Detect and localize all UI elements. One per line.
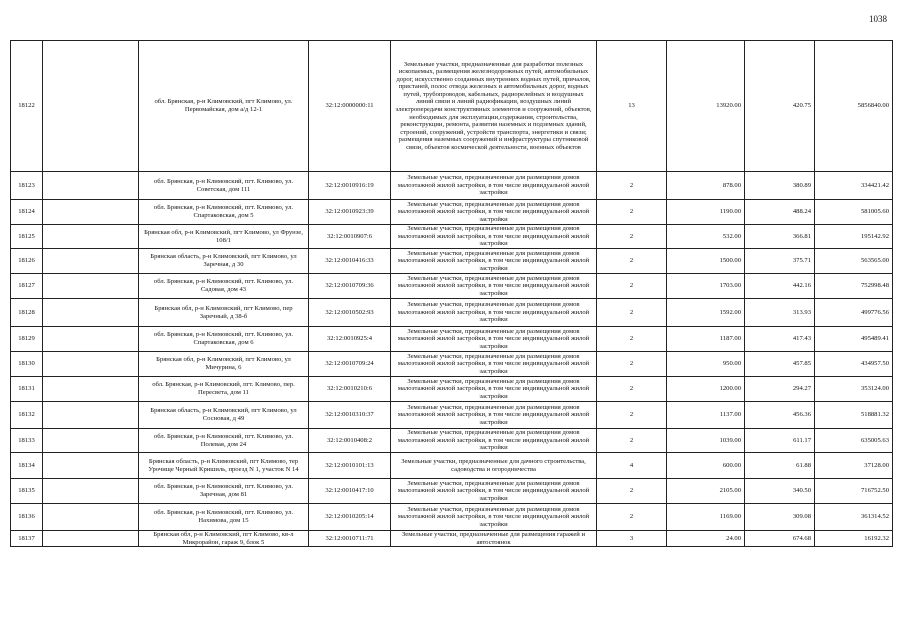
area-cell: 1169.00 <box>667 504 745 531</box>
specific-value-cell: 366.81 <box>745 225 815 249</box>
specific-value-cell: 294.27 <box>745 377 815 402</box>
table-row <box>11 377 893 402</box>
table-row <box>11 352 893 377</box>
area-cell: 878.00 <box>667 172 745 200</box>
cadastral-number-cell: 32:12:0010416:33 <box>309 249 391 274</box>
record-id: 18130 <box>11 352 43 377</box>
land-use-cell: Земельные участки, предназначенные для размещения домов малоэтажной жилой застройки, в том числе индивидуальной жилой застройки <box>391 352 597 377</box>
table-row <box>11 453 893 479</box>
cadastral-value-cell: 353124.00 <box>815 377 893 402</box>
land-use-cell: Земельные участки, предназначенные для размещения домов малоэтажной жилой застройки, в том числе индивидуальной жилой застройки <box>391 504 597 531</box>
record-id: 18124 <box>11 200 43 225</box>
cadastral-number-cell: 32:12:0010923:39 <box>309 200 391 225</box>
empty-cell <box>43 249 139 274</box>
specific-value-cell: 380.89 <box>745 172 815 200</box>
table-row <box>11 479 893 504</box>
cadastral-number-cell: 32:12:0010709:24 <box>309 352 391 377</box>
specific-value-cell: 674.68 <box>745 531 815 547</box>
specific-value-cell: 457.85 <box>745 352 815 377</box>
cadastral-value-cell: 5856840.00 <box>815 41 893 172</box>
cadastral-number-cell: 32:12:0000000:11 <box>309 41 391 172</box>
address-cell: обл. Брянская, р-н Климовский, пгт. Климово, ул. Садовая, дом 43 <box>139 274 309 299</box>
specific-value-cell: 375.71 <box>745 249 815 274</box>
empty-cell <box>43 352 139 377</box>
empty-cell <box>43 531 139 547</box>
category-cell: 2 <box>597 504 667 531</box>
cadastral-value-cell: 434957.50 <box>815 352 893 377</box>
empty-cell <box>43 504 139 531</box>
category-cell: 2 <box>597 200 667 225</box>
category-cell: 2 <box>597 274 667 299</box>
address-cell: Брянская область, р-н Климовский, пгт Климово, тер Урочище Черный Кришиль, проезд N 1, участок N 14 <box>139 453 309 479</box>
address-cell: Брянская обл, р-н Климовский, пгт Климово, ул Мичурина, 6 <box>139 352 309 377</box>
area-cell: 1190.00 <box>667 200 745 225</box>
cadastral-value-cell: 581005.60 <box>815 200 893 225</box>
record-id: 18137 <box>11 531 43 547</box>
empty-cell <box>43 429 139 453</box>
cadastral-value-cell: 752998.48 <box>815 274 893 299</box>
cadastral-value-cell: 518881.32 <box>815 402 893 429</box>
land-use-cell: Земельные участки, предназначенные для размещения домов малоэтажной жилой застройки, в том числе индивидуальной жилой застройки <box>391 429 597 453</box>
cadastral-value-cell: 635005.63 <box>815 429 893 453</box>
land-use-cell: Земельные участки, предназначенные для размещения домов малоэтажной жилой застройки, в том числе индивидуальной жилой застройки <box>391 172 597 200</box>
land-use-cell: Земельные участки, предназначенные для размещения домов малоэтажной жилой застройки, в том числе индивидуальной жилой застройки <box>391 225 597 249</box>
area-cell: 24.00 <box>667 531 745 547</box>
category-cell: 4 <box>597 453 667 479</box>
area-cell: 2105.00 <box>667 479 745 504</box>
specific-value-cell: 488.24 <box>745 200 815 225</box>
address-cell: Брянская область, р-н Климовский, пгт Климово, ул Заречная, д 30 <box>139 249 309 274</box>
specific-value-cell: 309.08 <box>745 504 815 531</box>
empty-cell <box>43 274 139 299</box>
empty-cell <box>43 172 139 200</box>
category-cell: 2 <box>597 402 667 429</box>
record-id: 18134 <box>11 453 43 479</box>
cadastral-value-cell: 716752.50 <box>815 479 893 504</box>
cadastral-number-cell: 32:12:0010310:37 <box>309 402 391 429</box>
table-row <box>11 327 893 352</box>
table-row <box>11 531 893 547</box>
specific-value-cell: 417.43 <box>745 327 815 352</box>
cadastral-number-cell: 32:12:0010916:19 <box>309 172 391 200</box>
address-cell: обл. Брянская, р-н Климовский, пгт. Климово, ул. Советская, дом 111 <box>139 172 309 200</box>
specific-value-cell: 456.36 <box>745 402 815 429</box>
empty-cell <box>43 479 139 504</box>
cadastral-number-cell: 32:12:0010408:2 <box>309 429 391 453</box>
cadastral-value-cell: 334421.42 <box>815 172 893 200</box>
address-cell: Брянская область, р-н Климовский, пгт Климово, ул Сосновая, д 49 <box>139 402 309 429</box>
record-id: 18129 <box>11 327 43 352</box>
land-use-cell: Земельные участки, предназначенные для размещения домов малоэтажной жилой застройки, в том числе индивидуальной жилой застройки <box>391 479 597 504</box>
area-cell: 532.00 <box>667 225 745 249</box>
address-cell: обл. Брянская, р-н Климовский, пгт. Климово, пер. Пересвета, дом 11 <box>139 377 309 402</box>
category-cell: 2 <box>597 249 667 274</box>
table-row <box>11 274 893 299</box>
cadastral-number-cell: 32:12:0010925:4 <box>309 327 391 352</box>
land-registry-table <box>10 40 893 547</box>
area-cell: 1187.00 <box>667 327 745 352</box>
address-cell: обл. Брянская, р-н Климовский, пгт Климово, ул. Первомайская, дом а/д 12-1 <box>139 41 309 172</box>
area-cell: 13920.00 <box>667 41 745 172</box>
table-row <box>11 41 893 172</box>
specific-value-cell: 611.17 <box>745 429 815 453</box>
record-id: 18135 <box>11 479 43 504</box>
cadastral-value-cell: 37128.00 <box>815 453 893 479</box>
address-cell: обл. Брянская, р-н Климовский, пгт. Климово, ул. Спартаковская, дом 5 <box>139 200 309 225</box>
area-cell: 950.00 <box>667 352 745 377</box>
address-cell: обл. Брянская, р-н Климовский, пгт. Климово, ул. Нахимова, дом 15 <box>139 504 309 531</box>
land-use-cell: Земельные участки, предназначенные для размещения домов малоэтажной жилой застройки, в том числе индивидуальной жилой застройки <box>391 327 597 352</box>
cadastral-number-cell: 32:12:0010711:71 <box>309 531 391 547</box>
cadastral-number-cell: 32:12:0010709:36 <box>309 274 391 299</box>
area-cell: 1039.00 <box>667 429 745 453</box>
cadastral-value-cell: 499776.56 <box>815 299 893 327</box>
cadastral-number-cell: 32:12:0010210:6 <box>309 377 391 402</box>
area-cell: 600.00 <box>667 453 745 479</box>
record-id: 18123 <box>11 172 43 200</box>
category-cell: 2 <box>597 172 667 200</box>
empty-cell <box>43 327 139 352</box>
address-cell: обл. Брянская, р-н Климовский, пгт. Климово, ул. Полевая, дом 24 <box>139 429 309 453</box>
category-cell: 13 <box>597 41 667 172</box>
category-cell: 2 <box>597 429 667 453</box>
page-number: 1038 <box>869 14 887 24</box>
empty-cell <box>43 402 139 429</box>
land-use-cell: Земельные участки, предназначенные для размещения домов малоэтажной жилой застройки, в том числе индивидуальной жилой застройки <box>391 200 597 225</box>
table-row <box>11 504 893 531</box>
land-use-cell: Земельные участки, предназначенные для размещения гаражей и автостоянок <box>391 531 597 547</box>
specific-value-cell: 420.75 <box>745 41 815 172</box>
record-id: 18132 <box>11 402 43 429</box>
area-cell: 1592.00 <box>667 299 745 327</box>
empty-cell <box>43 41 139 172</box>
land-use-cell: Земельные участки, предназначенные для размещения домов малоэтажной жилой застройки, в том числе индивидуальной жилой застройки <box>391 249 597 274</box>
specific-value-cell: 313.93 <box>745 299 815 327</box>
land-use-cell: Земельные участки, предназначенные для размещения домов малоэтажной жилой застройки, в том числе индивидуальной жилой застройки <box>391 274 597 299</box>
cadastral-value-cell: 495489.41 <box>815 327 893 352</box>
cadastral-value-cell: 195142.92 <box>815 225 893 249</box>
specific-value-cell: 61.88 <box>745 453 815 479</box>
address-cell: обл. Брянская, р-н Климовский, пгт. Климово, ул. Спартаковская, дом 6 <box>139 327 309 352</box>
cadastral-value-cell: 563565.00 <box>815 249 893 274</box>
category-cell: 2 <box>597 299 667 327</box>
address-cell: Брянская обл, р-н Климовский, пгт Климово, кв-л Микрорайон, гараж 9, блок 5 <box>139 531 309 547</box>
empty-cell <box>43 453 139 479</box>
category-cell: 2 <box>597 479 667 504</box>
record-id: 18125 <box>11 225 43 249</box>
land-use-cell: Земельные участки, предназначенные для дачного строительства, садоводства и огородничества <box>391 453 597 479</box>
land-use-cell: Земельные участки, предназначенные для размещения домов малоэтажной жилой застройки, в том числе индивидуальной жилой застройки <box>391 402 597 429</box>
area-cell: 1703.00 <box>667 274 745 299</box>
cadastral-number-cell: 32:12:0010502:93 <box>309 299 391 327</box>
empty-cell <box>43 225 139 249</box>
cadastral-value-cell: 16192.32 <box>815 531 893 547</box>
category-cell: 2 <box>597 225 667 249</box>
table-row <box>11 402 893 429</box>
category-cell: 2 <box>597 377 667 402</box>
empty-cell <box>43 377 139 402</box>
empty-cell <box>43 299 139 327</box>
cadastral-number-cell: 32:12:0010907:6 <box>309 225 391 249</box>
land-use-cell: Земельные участки, предназначенные для разработки полезных ископаемых, размещения железнодорожных путей, автомобильных дорог, искусственно созданных внутренних водных путей, причалов, пристаней, полос отвода железных и автомобильных дорог, водных путей, трубопроводов, кабельных, радиорелейных и воздушных линий связи и линий радиофикации, воздушных линий электропередачи конструктивных элементов и сооружений, объектов, необходимых для эксплуатации,содержания, строительства, реконструкции, ремонта, развития наземных и подземных зданий, строений, сооружений, устройств транспорта, энергетики и связи; размещения наземных сооружений и инфраструктуры спутниковой связи, объектов космической деятельности, военных объектов <box>391 41 597 172</box>
cadastral-number-cell: 32:12:0010417:10 <box>309 479 391 504</box>
empty-cell <box>43 200 139 225</box>
record-id: 18128 <box>11 299 43 327</box>
cadastral-number-cell: 32:12:0010205:14 <box>309 504 391 531</box>
specific-value-cell: 340.50 <box>745 479 815 504</box>
area-cell: 1500.00 <box>667 249 745 274</box>
category-cell: 3 <box>597 531 667 547</box>
area-cell: 1137.00 <box>667 402 745 429</box>
address-cell: обл. Брянская, р-н Климовский, пгт. Климово, ул. Заречная, дом 81 <box>139 479 309 504</box>
category-cell: 2 <box>597 327 667 352</box>
record-id: 18136 <box>11 504 43 531</box>
specific-value-cell: 442.16 <box>745 274 815 299</box>
land-use-cell: Земельные участки, предназначенные для размещения домов малоэтажной жилой застройки, в том числе индивидуальной жилой застройки <box>391 377 597 402</box>
cadastral-value-cell: 361314.52 <box>815 504 893 531</box>
record-id: 18127 <box>11 274 43 299</box>
cadastral-number-cell: 32:12:0010101:13 <box>309 453 391 479</box>
record-id: 18133 <box>11 429 43 453</box>
area-cell: 1200.00 <box>667 377 745 402</box>
address-cell: Брянская обл, р-н Климовский, пгт Климово, ул Фрунзе, 108/1 <box>139 225 309 249</box>
address-cell: Брянская обл, р-н Климовский, пгт Климово, пер Заречный, д 38-б <box>139 299 309 327</box>
record-id: 18131 <box>11 377 43 402</box>
table-row <box>11 200 893 225</box>
record-id: 18126 <box>11 249 43 274</box>
table-row <box>11 225 893 249</box>
table-row <box>11 299 893 327</box>
table-row <box>11 172 893 200</box>
category-cell: 2 <box>597 352 667 377</box>
table-row <box>11 249 893 274</box>
record-id: 18122 <box>11 41 43 172</box>
table-row <box>11 429 893 453</box>
table-body <box>11 41 893 547</box>
land-use-cell: Земельные участки, предназначенные для размещения домов малоэтажной жилой застройки, в том числе индивидуальной жилой застройки <box>391 299 597 327</box>
